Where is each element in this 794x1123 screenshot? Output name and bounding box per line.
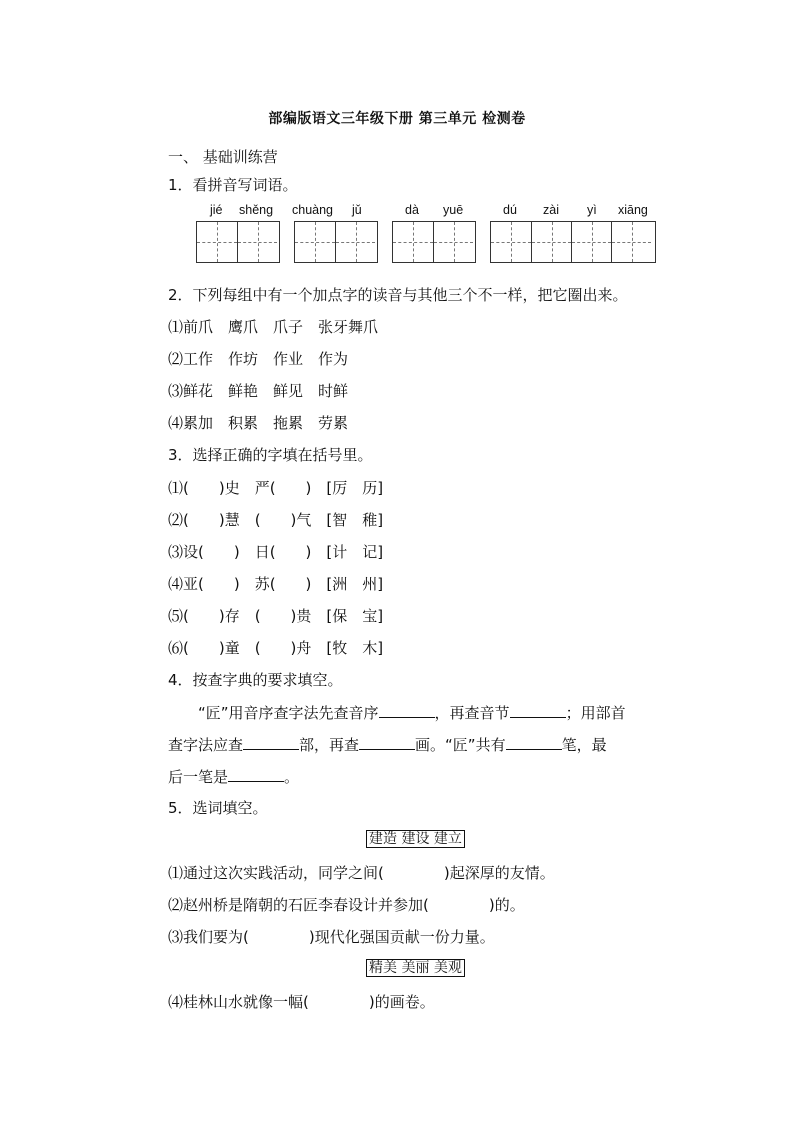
fill-paragraph-line bbox=[168, 729, 607, 761]
fill-paragraph-line bbox=[168, 761, 299, 793]
pinyin: dú bbox=[503, 203, 517, 217]
question-3-label: 3．选择正确的字填在括号里。 bbox=[168, 446, 373, 464]
question-item: ⑶设( ) 日( ) [计 记] bbox=[168, 543, 384, 561]
question-item: ⑵赵州桥是隋朝的石匠李春设计并参加( )的。 bbox=[168, 896, 525, 914]
writing-cell[interactable] bbox=[433, 222, 473, 262]
pinyin: jǔ bbox=[352, 203, 362, 217]
pinyin: jié bbox=[210, 203, 223, 217]
answer-blank[interactable] bbox=[510, 702, 566, 718]
answer-blank[interactable] bbox=[359, 734, 415, 750]
question-item: ⑸( )存 ( )贵 [保 宝] bbox=[168, 607, 384, 625]
answer-blank[interactable] bbox=[228, 766, 284, 782]
pinyin: yuē bbox=[443, 203, 464, 217]
question-item: ⑴前爪 鹰爪 爪子 张牙舞爪 bbox=[168, 318, 379, 336]
writing-grid[interactable] bbox=[294, 221, 378, 263]
page-title: 部编版语文三年级下册 第三单元 检测卷 bbox=[268, 111, 526, 127]
fill-text: 查字法应查 bbox=[168, 736, 244, 754]
fill-text: 画。“匠”共有 bbox=[415, 736, 506, 754]
fill-text: 笔，最 bbox=[561, 736, 607, 754]
writing-grid[interactable] bbox=[392, 221, 476, 263]
fill-text: ，再查音节 bbox=[434, 704, 510, 722]
writing-cell[interactable] bbox=[197, 222, 237, 262]
fill-text: 后一笔是 bbox=[168, 768, 229, 786]
fill-text: 部，再查 bbox=[299, 736, 360, 754]
question-item: ⑷桂林山水就像一幅( )的画卷。 bbox=[168, 993, 435, 1011]
question-4-label: 4．按查字典的要求填空。 bbox=[168, 671, 343, 689]
question-item: ⑷亚( ) 苏( ) [洲 州] bbox=[168, 575, 384, 593]
question-item: ⑹( )童 ( )舟 [牧 木] bbox=[168, 639, 384, 657]
writing-grid[interactable] bbox=[196, 221, 280, 263]
question-item: ⑷累加 积累 拖累 劳累 bbox=[168, 414, 349, 432]
writing-cell[interactable] bbox=[611, 222, 651, 262]
pinyin: xiāng bbox=[618, 203, 648, 217]
fill-text: 。 bbox=[284, 768, 300, 786]
section-heading: 一、 基础训练营 bbox=[168, 148, 278, 166]
fill-text: “匠”用音序查字法先查音序 bbox=[198, 704, 379, 722]
writing-cell[interactable] bbox=[237, 222, 277, 262]
answer-blank[interactable] bbox=[243, 734, 299, 750]
question-2-label: 2．下列每组中有一个加点字的读音与其他三个不一样，把它圈出来。 bbox=[168, 286, 628, 304]
question-item: ⑵工作 作坊 作业 作为 bbox=[168, 350, 349, 368]
writing-cell[interactable] bbox=[491, 222, 531, 262]
pinyin: chuàng bbox=[292, 203, 334, 217]
pinyin: dà bbox=[405, 203, 419, 217]
question-item: ⑵( )慧 ( )气 [智 稚] bbox=[168, 511, 384, 529]
writing-cell[interactable] bbox=[571, 222, 611, 262]
word-choices: 精美 美丽 美观 bbox=[366, 959, 465, 977]
writing-grid[interactable] bbox=[490, 221, 656, 263]
question-5-label: 5．选词填空。 bbox=[168, 799, 268, 817]
word-choice-box bbox=[366, 957, 465, 977]
question-item: ⑴通过这次实践活动，同学之间( )起深厚的友情。 bbox=[168, 864, 555, 882]
answer-blank[interactable] bbox=[379, 702, 435, 718]
pinyin: yì bbox=[587, 203, 597, 217]
fill-text: ；用部首 bbox=[565, 704, 626, 722]
pinyin: shěng bbox=[239, 203, 274, 217]
writing-cell[interactable] bbox=[295, 222, 335, 262]
question-1-label: 1．看拼音写词语。 bbox=[168, 176, 298, 194]
word-choices: 建造 建设 建立 bbox=[366, 830, 465, 848]
answer-blank[interactable] bbox=[506, 734, 562, 750]
writing-cell[interactable] bbox=[393, 222, 433, 262]
writing-cell[interactable] bbox=[335, 222, 375, 262]
fill-paragraph-line bbox=[198, 697, 626, 729]
question-item: ⑴( )史 严( ) [厉 历] bbox=[168, 479, 384, 497]
writing-cell[interactable] bbox=[531, 222, 571, 262]
question-item: ⑶我们要为( )现代化强国贡献一份力量。 bbox=[168, 928, 495, 946]
question-item: ⑶鲜花 鲜艳 鲜见 时鲜 bbox=[168, 382, 349, 400]
pinyin: zài bbox=[543, 203, 559, 217]
word-choice-box bbox=[366, 828, 465, 848]
